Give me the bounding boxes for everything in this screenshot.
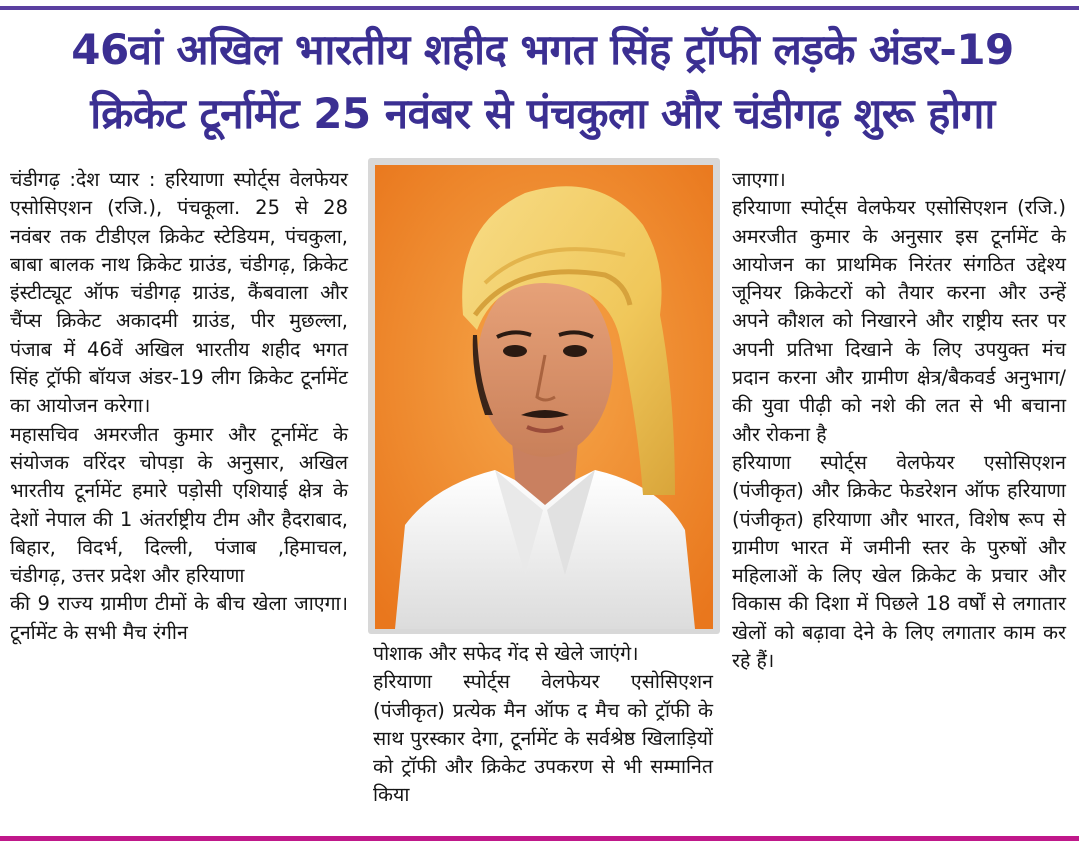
portrait-illustration: [375, 165, 713, 629]
paragraph: हरियाणा स्पोर्ट्स वेलफेयर एसोसिएशन (पंजीकृत) और क्रिकेट फेडरेशन ऑफ हरियाणा (पंजीकृत) हरियाणा और भारत, विशेष रूप से ग्रामीण भारत में जमीनी स्तर के पुरुषों और महिलाओं के लिए खेल क्रिकेट के प्रचार और विकास की दिशा में पिछले 18 वर्षों से लगातार खेलों को बढ़ावा देने के लिए लगातार काम कर रहे हैं।: [732, 450, 1066, 673]
portrait-photo: [375, 165, 713, 629]
paragraph: हरियाणा स्पोर्ट्स वेलफेयर एसोसिएशन (रजि.) अमरजीत कुमार के अनुसार इस टूर्नामेंट के आयोजन का प्राथमिक निरंतर संगठित उद्देश्य जूनियर क्रिकेटरों को तैयार करना और उन्हें अपने कौशल को निखारने और राष्ट्रीय स्तर पर अपनी प्रतिभा दिखाने के लिए उपयुक्त मंच प्रदान करना और ग्रामीण क्षेत्र/बैकवर्ड अनुभाग/की युवा पीढ़ी को नशे की लत से भी बचाना और रोकना है: [732, 196, 1066, 446]
paragraph: चंडीगढ़ :देश प्यार : हरियाणा स्पोर्ट्स वेलफेयर एसोसिएशन (रजि.), पंचकूला. 25 से 28 नवंबर तक टीडीएल क्रिकेट स्टेडियम, पंचकुला, बाबा बालक नाथ क्रिकेट ग्राउंड, चंडीगढ़, क्रिकेट इंस्टीट्यूट ऑफ चंडीगढ़ ग्राउंड, कैंबवाला और चैंप्स क्रिकेट अकादमी ग्राउंड, पीर मुछल्ला, पंजाब में 46वें अखिल भारतीय शहीद भगत सिंह ट्रॉफी बॉयज अंडर-19 लीग क्रिकेट टूर्नामेंट का आयोजन करेगा।: [10, 168, 348, 418]
paragraph: हरियाणा स्पोर्ट्स वेलफेयर एसोसिएशन (पंजीकृत) प्रत्येक मैन ऑफ द मैच को ट्रॉफी के साथ पुरस्कार देगा, टूर्नामेंट के सर्वश्रेष्ठ खिलाड़ियों को ट्रॉफी और क्रिकेट उपकरण से भी सम्मानित किया: [373, 670, 713, 807]
top-rule: [0, 6, 1079, 10]
headline: 46वां अखिल भारतीय शहीद भगत सिंह ट्रॉफी लड़के अंडर-19 क्रिकेट टूर्नामेंट 25 नवंबर से पंचकुला और चंडीगढ़ शुरू होगा: [71, 25, 1014, 138]
article-column-left: [10, 166, 348, 647]
paragraph: पोशाक और सफेद गेंद से खेले जाएंगे।: [373, 642, 639, 665]
article-column-right: [732, 166, 1066, 675]
paragraph: महासचिव अमरजीत कुमार और टूर्नामेंट के संयोजक वरिंदर चोपड़ा के अनुसार, अखिल भारतीय टूर्नामेंट हमारे पड़ोसी एशियाई क्षेत्र के देशों नेपाल की 1 अंतर्राष्ट्रीय टीम और हैदराबाद, बिहार, विदर्भ, दिल्ली, पंजाब ,हिमाचल, चंडीगढ़, उत्तर प्रदेश और हरियाणा: [10, 422, 348, 588]
article-column-middle: [373, 640, 713, 810]
paragraph: जाएगा।: [732, 168, 786, 191]
bottom-rule: [0, 836, 1079, 841]
paragraph: की 9 राज्य ग्रामीण टीमों के बीच खेला जाएगा। टूर्नामेंट के सभी मैच रंगीन: [10, 592, 348, 644]
